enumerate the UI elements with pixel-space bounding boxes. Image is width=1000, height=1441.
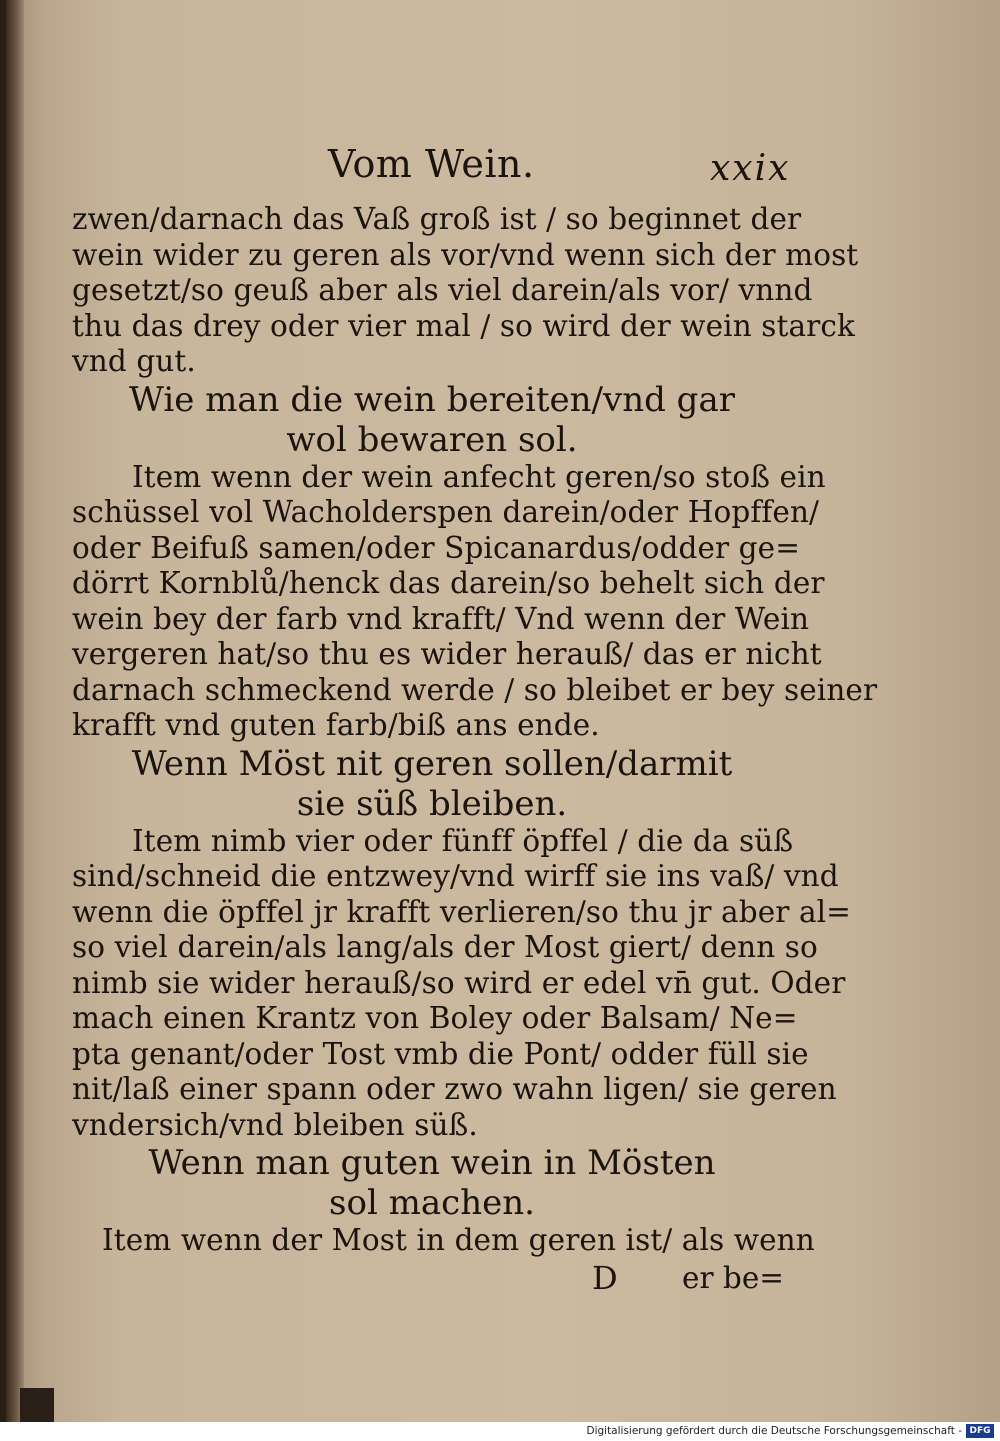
- text-line: sind/schneid die entzwey/vnd wirff sie ins vaß/ vnd: [72, 859, 839, 893]
- text-line: vergeren hat/so thu es wider herauß/ das er nicht: [72, 637, 822, 671]
- text-line: wein wider zu geren als vor/vnd wenn sich der most: [72, 237, 859, 272]
- text-line: wenn die öpffel jr krafft verlieren/so thu jr aber al=: [72, 894, 851, 929]
- text-line: krafft vnd guten farb/biß ans ende.: [72, 708, 600, 742]
- text-line: nit/laß einer spann oder zwo wahn ligen/ sie geren: [72, 1072, 837, 1106]
- section-heading: wol bewaren sol.: [286, 419, 578, 460]
- text-line: Item wenn der Most in dem geren ist/ als wenn: [102, 1223, 815, 1257]
- section-heading: Wenn man guten wein in Mösten: [148, 1143, 716, 1183]
- dfg-logo: DFG: [966, 1424, 994, 1438]
- signature-mark: D: [592, 1258, 618, 1297]
- section-heading: sol machen.: [329, 1183, 535, 1223]
- text-line: darnach schmeckend werde / so bleibet er bey seiner: [72, 672, 878, 707]
- running-head-title: Vom Wein.: [328, 142, 535, 186]
- text-line: oder Beifuß samen/oder Spicanardus/odder ge=: [72, 530, 801, 565]
- text-line: vndersich/vnd bleiben süß.: [72, 1107, 478, 1142]
- text-line: wein bey der farb vnd krafft/ Vnd wenn der Wein: [72, 601, 810, 636]
- funding-notice: Digitalisierung gefördert durch die Deutsche Forschungsgemeinschaft -: [586, 1425, 962, 1437]
- text-line: zwen/darnach das Vaß groß ist / so beginnet der: [72, 202, 802, 236]
- section-heading: Wenn Möst nit geren sollen/darmit: [131, 743, 733, 784]
- catchword: er be=: [682, 1260, 784, 1295]
- text-line: pta genant/oder Tost vmb die Pont/ odder füll sie: [72, 1036, 809, 1071]
- text-line: gesetzt/so geuß aber als viel darein/als vor/ vnnd: [72, 273, 813, 307]
- footer-bar: [0, 1422, 1000, 1441]
- text-line: vnd gut.: [72, 344, 196, 378]
- folio-number: xxix: [710, 148, 791, 189]
- text-line: dörrt Kornblů/henck das darein/so behelt sich der: [72, 566, 825, 600]
- page-text: [72, 140, 878, 1299]
- text-line: nimb sie wider herauß/so wird er edel vn̄ gut. Oder: [72, 965, 846, 1000]
- signature-row: [72, 1259, 792, 1299]
- book-page: [6, 0, 1000, 1422]
- section-heading: sie süß bleiben.: [296, 783, 568, 824]
- text-line: schüssel vol Wacholderspen darein/oder Hopffen/: [72, 495, 820, 529]
- page-edge-fragment: [20, 1388, 54, 1422]
- book-spine: [6, 0, 24, 1422]
- section-heading: Wie man die wein bereiten/vnd gar: [129, 379, 735, 420]
- text-line: Item wenn der wein anfecht geren/so stoß ein: [132, 459, 826, 494]
- text-line: thu das drey oder vier mal / so wird der wein starck: [72, 308, 855, 343]
- running-head: [72, 140, 792, 202]
- text-line: so viel darein/als lang/als der Most giert/ denn so: [72, 930, 818, 964]
- text-line: Item nimb vier oder fünff öpffel / die da süß: [132, 823, 794, 858]
- text-line: mach einen Krantz von Boley oder Balsam/ Ne=: [72, 1001, 798, 1035]
